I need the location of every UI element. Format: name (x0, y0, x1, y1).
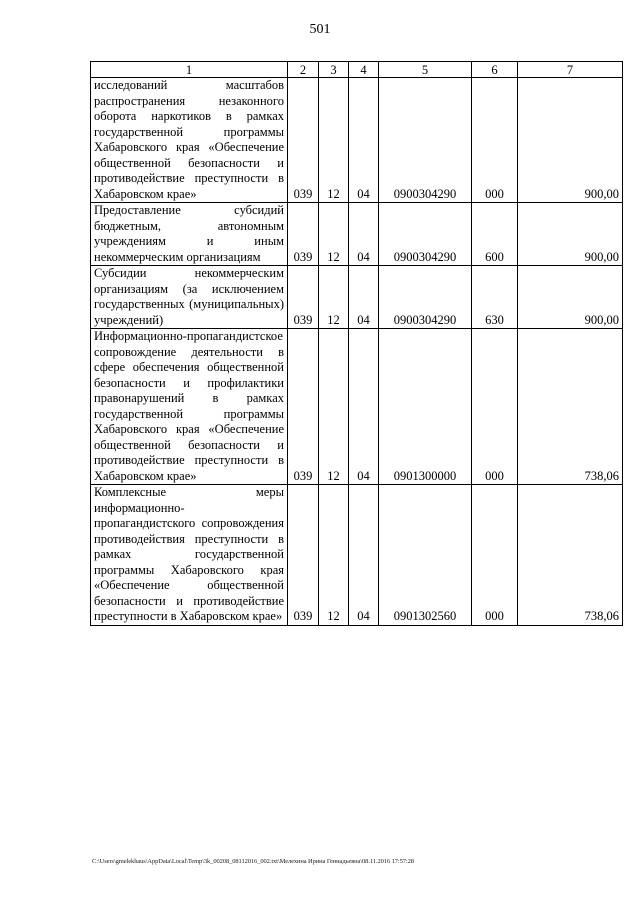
row-description: Субсидии некоммерческим организациям (за исключением государственных (муниципальных) учреждений) (91, 266, 288, 329)
row-amount: 738,06 (518, 485, 623, 626)
table-row (91, 485, 623, 626)
row-section: 12 (319, 78, 349, 203)
row-target-article: 0900304290 (379, 78, 472, 203)
row-target-article: 0900304290 (379, 203, 472, 266)
row-ministry-code: 039 (288, 203, 319, 266)
header-col-5: 5 (379, 62, 472, 78)
row-expense-type: 600 (472, 203, 518, 266)
row-subsection: 04 (349, 329, 379, 485)
row-amount: 900,00 (518, 266, 623, 329)
page-number: 501 (309, 22, 331, 37)
row-subsection: 04 (349, 266, 379, 329)
row-subsection: 04 (349, 485, 379, 626)
row-amount: 738,06 (518, 329, 623, 485)
row-description: Предоставление субсидий бюджетным, автономным учреждениям и иным некоммерческим организациям (91, 203, 288, 266)
row-expense-type: 000 (472, 78, 518, 203)
row-description: Комплексные меры информационно-пропагандистского сопровождения противодействия преступности в рамках государственной программы Хабаровского края «Обеспечение общественной безопасности и противодействие преступности в Хабаровском крае» (91, 485, 288, 626)
header-col-3: 3 (319, 62, 349, 78)
row-section: 12 (319, 329, 349, 485)
table-row (91, 78, 623, 203)
header-col-7: 7 (518, 62, 623, 78)
header-row (91, 62, 623, 78)
document-footer-path: C:\Users\gmelekhaus\AppData\Local\Temp\3k_00208_08112016_002.txt\Мелехина Ирина Геннадьевна\08.11.2016 17:57:28 (92, 858, 414, 865)
row-expense-type: 630 (472, 266, 518, 329)
row-subsection: 04 (349, 78, 379, 203)
budget-table (90, 61, 623, 626)
header-col-2: 2 (288, 62, 319, 78)
row-ministry-code: 039 (288, 266, 319, 329)
header-col-4: 4 (349, 62, 379, 78)
row-expense-type: 000 (472, 485, 518, 626)
row-ministry-code: 039 (288, 329, 319, 485)
row-ministry-code: 039 (288, 485, 319, 626)
table-row (91, 329, 623, 485)
row-expense-type: 000 (472, 329, 518, 485)
row-target-article: 0900304290 (379, 266, 472, 329)
table-row (91, 203, 623, 266)
row-section: 12 (319, 203, 349, 266)
row-section: 12 (319, 485, 349, 626)
row-ministry-code: 039 (288, 78, 319, 203)
row-amount: 900,00 (518, 203, 623, 266)
row-description: Информационно-пропагандистское сопровождение деятельности в сфере обеспечения общественной безопасности и профилактики правонарушений в рамках государственной программы Хабаровского края «Обеспечение общественной безопасности и противодействие преступности в Хабаровском крае» (91, 329, 288, 485)
header-col-6: 6 (472, 62, 518, 78)
row-target-article: 0901302560 (379, 485, 472, 626)
table-row (91, 266, 623, 329)
row-description: исследований масштабов распространения незаконного оборота наркотиков в рамках государственной программы Хабаровского края «Обеспечение общественной безопасности и противодействие преступности в Хабаровском крае» (91, 78, 288, 203)
header-col-1: 1 (91, 62, 288, 78)
row-subsection: 04 (349, 203, 379, 266)
row-amount: 900,00 (518, 78, 623, 203)
row-section: 12 (319, 266, 349, 329)
row-target-article: 0901300000 (379, 329, 472, 485)
